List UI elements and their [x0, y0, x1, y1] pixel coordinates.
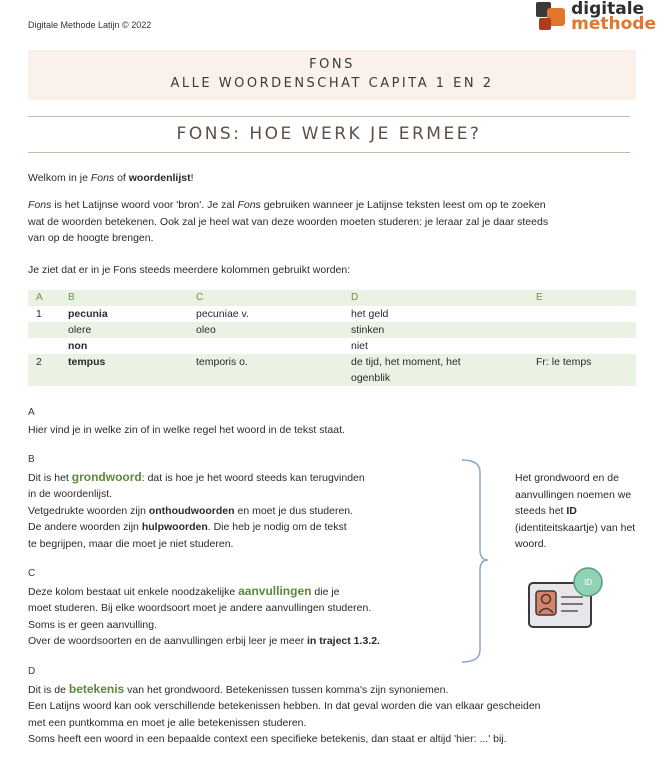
columns-intro: Je ziet dat er in je Fons steeds meerdere kolommen gebruikt worden: [28, 264, 351, 276]
cell-e [528, 306, 636, 322]
section-d-label: D [28, 666, 36, 677]
cell-e: Fr: le temps [528, 354, 636, 386]
logo-line-2: methode [571, 14, 656, 34]
brand-logo [536, 2, 656, 32]
id-badge-label: ID [584, 578, 592, 587]
cell-d: niet [351, 340, 368, 352]
cell-a: 1 [36, 308, 42, 320]
cell-d: het geld [351, 308, 389, 320]
cell-a [28, 338, 60, 354]
title-rule-bottom [28, 152, 630, 153]
cell-d: stinken [343, 322, 528, 338]
id-side-note: Het grondwoord en de aanvullingen noemen we steeds het ID (identiteitskaartje) van het woord. [515, 472, 636, 550]
cell-b: pecunia [68, 308, 108, 320]
table-row [28, 306, 636, 322]
section-c-label: C [28, 568, 36, 579]
welcome-paragraph: Welkom in je Fons of woordenlijst! [28, 172, 194, 184]
logo-mark-icon [536, 2, 566, 32]
cell-a [28, 322, 60, 338]
table-header-row [28, 290, 636, 306]
header-col-e: E [528, 290, 636, 306]
section-c: C Deze kolom bestaat uit enkele noodzakelijke aanvullingen die je moet studeren. Bij elke woordsoort moet je andere aanvullingen studeren. Soms is er geen aanvulling. Over de woordsoorten en de aanvullingen erbij leer je meer in traject 1.3.2. [28, 568, 380, 647]
cell-b: olere [60, 322, 188, 338]
copyright-text: Digitale Methode Latijn © 2022 [28, 20, 152, 30]
table-row [28, 354, 636, 386]
document-banner [28, 50, 636, 100]
section-b-label: B [28, 454, 35, 465]
banner-line-2: ALLE WOORDENSCHAT CAPITA 1 EN 2 [170, 76, 494, 91]
cell-c: oleo [188, 322, 343, 338]
title-rule-top [28, 116, 630, 117]
intro-paragraph: Fons is het Latijnse woord voor 'bron'. Je zal Fons gebruiken wanneer je Latijnse teksten leest om op te zoeken wat de woorden betekenen. Ook zal je heel wat van deze woorden moeten studeren: je leraar zal je daar steeds van op de hoogte brengen. [28, 199, 549, 244]
section-a-label: A [28, 407, 35, 418]
section-b: B Dit is het grondwoord: dat is hoe je het woord steeds kan terugvinden in de woordenlijst. Vetgedrukte woorden zijn onthoudwoorden en moet je dus studeren. De andere woorden zijn hulpwoorden. Die heb je nodig om de tekst te begrijpen, maar die moet je niet studeren. [28, 454, 365, 550]
curly-brace-icon [460, 458, 490, 663]
banner-line-1: FONS [309, 57, 355, 72]
header-col-d: D [343, 290, 528, 306]
header-col-b: B [60, 290, 188, 306]
cell-a: 2 [28, 354, 60, 386]
section-a-text: Hier vind je in welke zin of in welke regel het woord in de tekst staat. [28, 423, 345, 436]
section-d: D Dit is de betekenis van het grondwoord. Betekenissen tussen komma's zijn synoniemen. Een Latijns woord kan ook verschillende betekenissen hebben. In dat geval worden die van elkaar gescheiden met een puntkomma en moet je alle betekenissen studeren. Soms heeft een woord in een bepaalde context een specifieke betekenis, dan staat er altijd 'hier: ...' bij. [28, 664, 643, 748]
page-title: FONS: HOE WERK JE ERMEE? [176, 124, 482, 144]
header-col-c: C [188, 290, 343, 306]
section-a [28, 405, 345, 438]
cell-e [528, 322, 636, 338]
logo-line-1: digitale [571, 0, 645, 19]
table-row [28, 322, 636, 338]
cell-b: non [68, 340, 88, 352]
example-columns-table [28, 290, 636, 386]
cell-e [528, 338, 636, 354]
cell-d: de tijd, het moment, het ogenblik [343, 354, 528, 386]
cell-c: temporis o. [188, 354, 343, 386]
cell-c: pecuniae v. [196, 308, 249, 320]
table-row [28, 338, 636, 354]
cell-b: tempus [60, 354, 188, 386]
id-card-icon [528, 567, 604, 629]
header-col-a: A [28, 290, 60, 306]
cell-c [188, 338, 343, 354]
